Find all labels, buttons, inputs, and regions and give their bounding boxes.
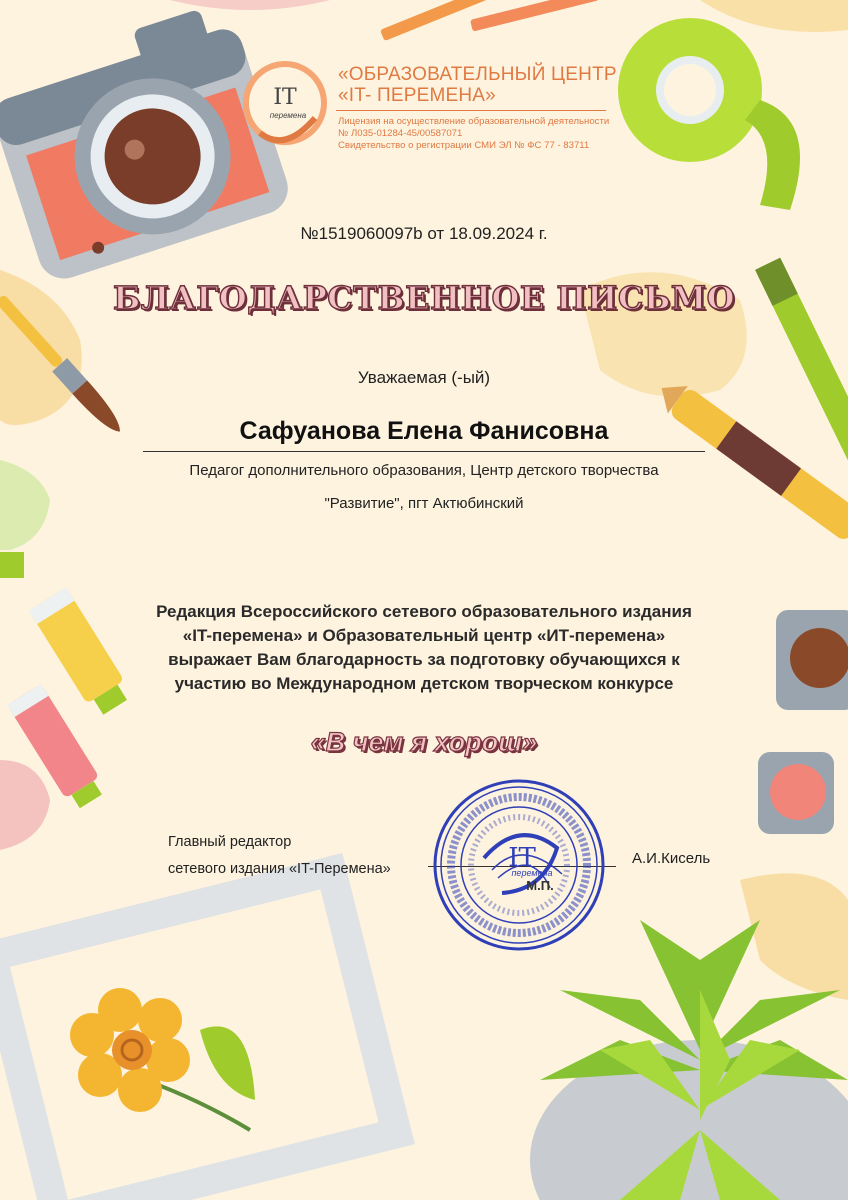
- official-stamp: [432, 778, 606, 952]
- gratitude-line: Редакция Всероссийского сетевого образовательного издания: [156, 602, 692, 621]
- signer-name: А.И.Кисель: [632, 850, 711, 867]
- organization-name-line2: «IT- ПЕРЕМЕНА»: [338, 85, 496, 106]
- recipient-name: Сафуанова Елена Фанисовна: [239, 417, 609, 445]
- gratitude-text: [90, 600, 758, 696]
- gratitude-line: выражает Вам благодарность за подготовку обучающихся к: [168, 650, 680, 669]
- gratitude-line: «IT-перемена» и Образовательный центр «ИТ-перемена»: [182, 626, 666, 645]
- name-underline: [143, 451, 705, 452]
- recipient-organization: "Развитие", пгт Актюбинский: [324, 495, 524, 512]
- recipient-position: Педагог дополнительного образования, Центр детского творчества: [189, 462, 659, 479]
- organization-name: [338, 64, 638, 106]
- logo-text: IT: [273, 85, 297, 110]
- svg-text:IT: IT: [508, 843, 536, 873]
- stamp-label: М.П.: [526, 878, 554, 893]
- salutation: Уважаемая (-ый): [357, 368, 491, 387]
- header-divider: [336, 110, 606, 111]
- signer-publication: сетевого издания «IT-Перемена»: [168, 861, 391, 877]
- certificate-number: №1519060097b от 18.09.2024 г.: [300, 224, 548, 243]
- logo-subtext: перемена: [269, 111, 307, 120]
- license-line: Лицензия на осуществление образовательной деятельности: [338, 116, 610, 127]
- license-info: [338, 116, 638, 152]
- media-registration: Свидетельство о регистрации СМИ ЭЛ № ФС 77 - 83711: [338, 140, 590, 151]
- license-number: № Л035-01284-45/00587071: [338, 128, 463, 139]
- document-title: БЛАГОДАРСТВЕННОЕ ПИСЬМО: [113, 279, 735, 317]
- gratitude-line: участию во Международном детском творческом конкурсе: [174, 674, 674, 693]
- organization-name-line1: «ОБРАЗОВАТЕЛЬНЫЙ ЦЕНТР: [338, 64, 617, 85]
- svg-text:перемена: перемена: [511, 868, 553, 878]
- signer-role: Главный редактор: [168, 834, 292, 850]
- contest-name: «В чем я хорош»: [310, 727, 538, 757]
